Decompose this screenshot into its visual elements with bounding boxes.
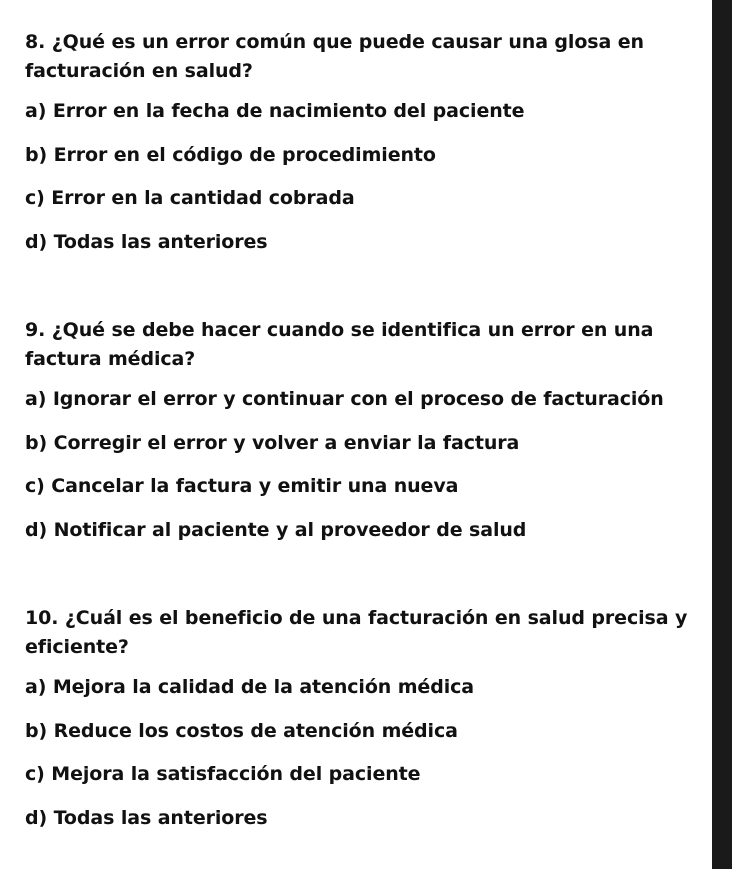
question-10-option-c: c) Mejora la satisfacción del paciente: [25, 763, 421, 785]
question-9-option-c: c) Cancelar la factura y emitir una nueva: [25, 475, 459, 497]
question-10-option-b: b) Reduce los costos de atención médica: [25, 719, 458, 742]
question-9-option-d: d) Notificar al paciente y al proveedor de salud: [25, 518, 527, 541]
question-8-option-a: a) Error en la fecha de nacimiento del paciente: [25, 100, 525, 122]
question-9-option-a: a) Ignorar el error y continuar con el proceso de facturación: [25, 388, 664, 410]
question-10-option-d: d) Todas las anteriores: [25, 806, 268, 829]
right-edge-bar: [712, 0, 732, 869]
question-9-text: 9. ¿Qué se debe hacer cuando se identifica un error en una factura médica?: [25, 319, 654, 370]
question-block-8: [25, 28, 695, 254]
question-9-option-b: b) Corregir el error y volver a enviar la factura: [25, 431, 520, 454]
question-8-text: 8. ¿Qué es un error común que puede causar una glosa en facturación en salud?: [25, 31, 644, 82]
question-8-option-d: d) Todas las anteriores: [25, 230, 268, 253]
question-block-9: [25, 316, 695, 542]
question-10-option-a: a) Mejora la calidad de la atención médica: [25, 676, 474, 698]
question-10-text: 10. ¿Cuál es el beneficio de una facturación en salud precisa y eficiente?: [25, 607, 688, 658]
question-block-10: [25, 604, 695, 830]
question-8-option-b: b) Error en el código de procedimiento: [25, 143, 436, 166]
question-8-option-c: c) Error en la cantidad cobrada: [25, 187, 355, 209]
